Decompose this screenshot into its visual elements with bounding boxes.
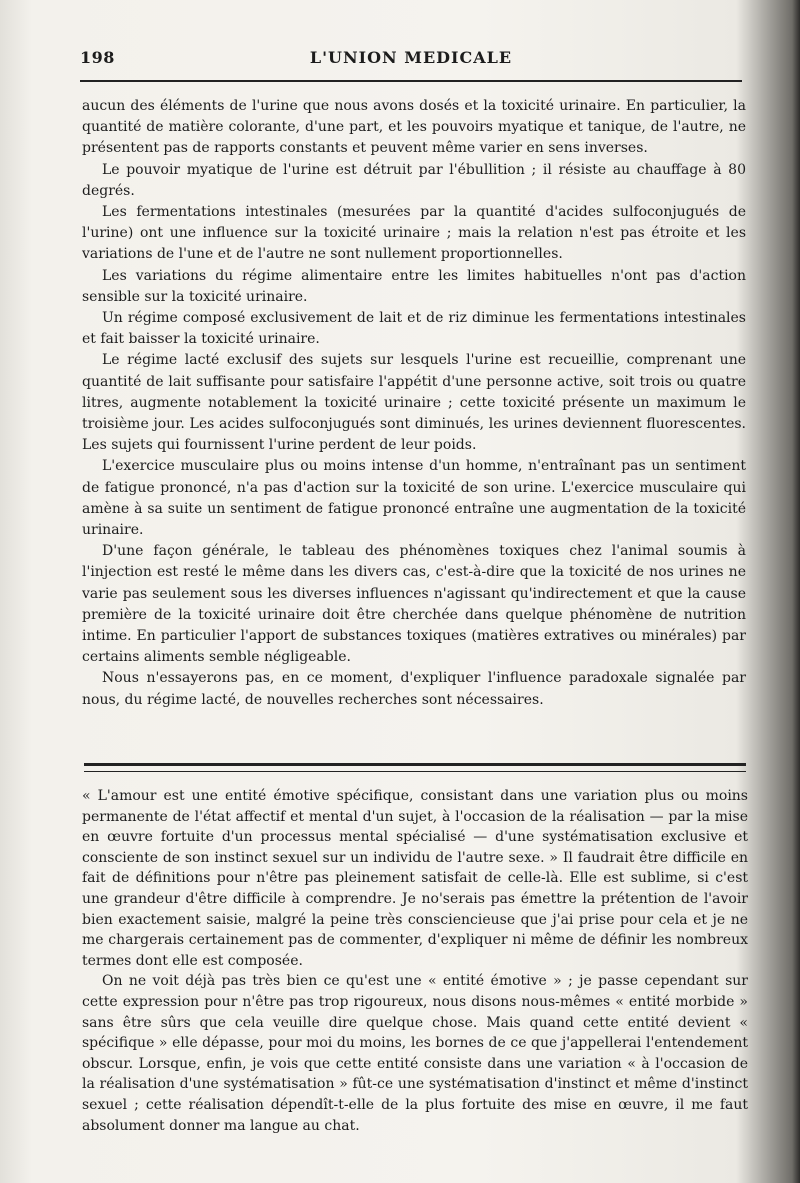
lower-text-block	[82, 786, 748, 1136]
paragraph: Le pouvoir myatique de l'urine est détruit par l'ébullition ; il résiste au chauffage à 80 degrés.	[82, 161, 746, 199]
paragraph: aucun des éléments de l'urine que nous avons dosés et la toxicité urinaire. En particulier, la quantité de matière colorante, d'une part, et les pouvoirs myatique et tanique, de l'autre, ne présentent pas de rapports constants et peuvent même varier en sens inverses.	[82, 98, 746, 157]
header-rule	[80, 80, 742, 82]
paragraph: « L'amour est une entité émotive spécifique, consistant dans une variation plus ou moins permanente de l'état affectif et mental d'un sujet, à l'occasion de la réalisation — par la mise en œuvre fortuite d'un processus mental spécialisé — d'une systématisation exclusive et consciente de son instinct sexuel sur un individu de l'autre sexe. » Il faudrait être difficile en fait de définitions pour n'être pas pleinement satisfait de celle-là. Elle est sublime, si c'est une grandeur d'être difficile à comprendre. Je no'serais pas émettre la prétention de l'avoir bien exactement saisie, malgré la peine très consciencieuse que j'ai prise pour cela et je ne me chargerais certainement pas de commenter, d'expliquer ni même de définir les nombreux termes dont elle est composée.	[82, 788, 748, 969]
paragraph: Les fermentations intestinales (mesurées par la quantité d'acides sulfoconjugués de l'urine) ont une influence sur la toxicité urinaire ; mais la relation n'est pas étroite et les variations de l'une et de l'autre ne sont nullement proportionnelles.	[82, 204, 746, 263]
upper-text-block	[82, 96, 746, 711]
paragraph: Un régime composé exclusivement de lait et de riz diminue les fermentations intestinales et fait baisser la toxicité urinaire.	[82, 310, 746, 348]
journal-title: L'UNION MEDICALE	[309, 48, 513, 67]
section-separator	[84, 763, 746, 772]
paragraph: L'exercice musculaire plus ou moins intense d'un homme, n'entraînant pas un sentiment de fatigue prononcé, n'a pas d'action sur la toxicité de son urine. L'exercice musculaire qui amène à sa suite un sentiment de fatigue prononcé entraîne une augmentation de la toxicité urinaire.	[82, 458, 746, 539]
paragraph: Le régime lacté exclusif des sujets sur lesquels l'urine est recueillie, comprenant une quantité de lait suffisante pour satisfaire l'appétit d'une personne active, soit trois ou quatre litres, augmente notablement la toxicité urinaire ; cette toxicité présente un maximum le troisième jour. Les acides sulfoconjugués sont diminués, les urines deviennent fluorescentes. Les sujets qui fournissent l'urine perdent de leur poids.	[82, 352, 746, 454]
running-header	[80, 48, 742, 74]
paragraph: Nous n'essayerons pas, en ce moment, d'expliquer l'influence paradoxale signalée par nous, du régime lacté, de nouvelles recherches sont nécessaires.	[82, 670, 746, 708]
paragraph: D'une façon générale, le tableau des phénomènes toxiques chez l'animal soumis à l'injection est resté le même dans les divers cas, c'est-à-dire que la toxicité de nos urines ne varie pas seulement sous les diverses influences n'agissant qu'indirectement et que la cause première de la toxicité urinaire doit être cherchée dans quelque phénomène de nutrition intime. En particulier l'apport de substances toxiques (matières extratives ou minérales) par certains aliments semble négligeable.	[82, 543, 746, 666]
paragraph: On ne voit déjà pas très bien ce qu'est une « entité émotive » ; je passe cependant sur cette expression pour n'être pas trop rigoureux, nous disons nous-mêmes « entité morbide » sans être sûrs que cela veuille dire quelque chose. Mais quand cette entité devient « spécifique » elle dépasse, pour moi du moins, les bornes de ce que j'appellerai l'entendement obscur. Lorsque, enfin, je vois que cette entité consiste dans une variation « à l'occasion de la réalisation d'une systématisation » fût-ce une systématisation d'instinct et même d'instinct sexuel ; cette réalisation dépendît-t-elle de la plus fortuite des mise en œuvre, il me faut absolument donner ma langue au chat.	[82, 973, 748, 1134]
paragraph: Les variations du régime alimentaire entre les limites habituelles n'ont pas d'action sensible sur la toxicité urinaire.	[82, 267, 746, 305]
page-number: 198	[80, 48, 115, 67]
